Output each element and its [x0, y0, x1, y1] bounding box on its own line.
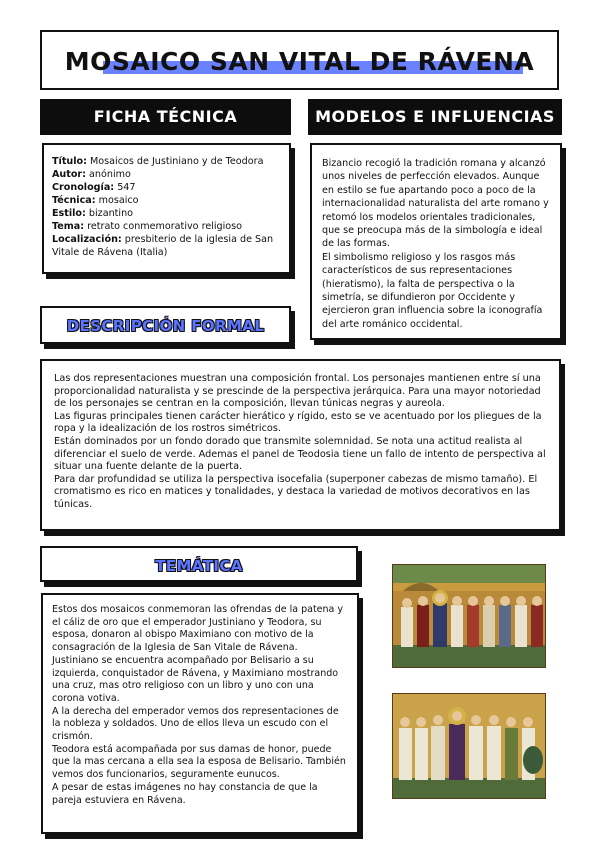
tematica-paragraph-2: Justiniano se encuentra acompañado por Belisario a su izquierda, conquistador de Rávena, y Maximiano mostrando una cruz, mas otro religioso con un libro y uno con una corona votiva. — [52, 654, 339, 704]
descripcion-formal-heading: DESCRIPCIÓN FORMAL — [66, 317, 265, 335]
ficha-row-tecnica: Técnica: mosaico — [52, 195, 139, 206]
tematica-paragraph-1: Estos dos mosaicos conmemoran las ofrendas de la patena y el cáliz de oro que el emperador Justiniano y Teodora, su esposa, donaron al obispo Maximiano con motivo de la consagración de la Iglesia de San Vitale de Rávena. — [52, 604, 343, 654]
ficha-row-localizacion: Localización: presbiterio de la iglesia de San Vitale de Rávena (Italia) — [52, 234, 274, 258]
descripcion-paragraph-4: Para dar profundidad se utiliza la perspectiva isocefalia (superponer cabezas de mismo tamaño). El cromatismo es rico en matices y tonalidades, y destaca la variedad de motivos decorativos en las túnicas. — [54, 473, 538, 510]
title-highlight-stripe — [103, 61, 523, 74]
descripcion-formal-card — [40, 359, 561, 531]
tematica-paragraph-5: A pesar de estas imágenes no hay constancia de que la pareja estuviera en Rávena. — [52, 781, 318, 806]
descripcion-paragraph-3: Están dominados por un fondo dorado que transmite solemnidad. Se nota una actitud realista al diferenciar el suelo de verde. Ademas el panel de Teodosia tiene un fallo de intento de perspectiva al situar una fuente delante de la puerta. — [54, 435, 546, 473]
descripcion-paragraph-1: Las dos representaciones muestran una composición frontal. Los personajes mantienen entre sí una proporcionalidad naturalista y se prescinde de la perspectiva jerárquica. Para una mayor notoriedad de los personajes se centran en la composición, llevan túnicas negras y aureola. — [54, 373, 541, 410]
tematica-paragraph-3: A la derecha del emperador vemos dos representaciones de la nobleza y soldados. Uno de ellos lleva un escudo con el crismón. — [52, 705, 339, 743]
modelos-influencias-heading: MODELOS E INFLUENCIAS — [308, 99, 562, 135]
modelos-paragraph-2: El simbolismo religioso y los rasgos más característicos de sus representaciones (hieratismo), la falta de perspectiva o la simetría, se difundieron por Occidente y ejercieron gran influencia sobre la iconografía del arte románico occidental. — [322, 251, 543, 330]
tematica-paragraph-4: Teodora está acompañada por sus damas de honor, puede que la mas cercana a ella sea la esposa de Belisario. También vemos dos funcionarios, seguramente eunucos. — [52, 743, 346, 781]
descripcion-paragraph-2: Las figuras principales tienen carácter hierático y rígido, esto se ve acentuado por los pliegues de la ropa y la idealización de los rostros simétricos. — [54, 410, 542, 435]
ficha-row-tema: Tema: retrato conmemorativo religioso — [52, 221, 243, 232]
ficha-tecnica-heading: FICHA TÉCNICA — [40, 99, 291, 135]
ficha-row-cronologia: Cronología: 547 — [52, 182, 136, 193]
justiniano-mosaic-image — [392, 693, 546, 799]
title-frame — [40, 30, 559, 90]
descripcion-formal-heading-frame — [40, 306, 291, 344]
ficha-tecnica-card — [42, 143, 291, 274]
tematica-heading: TEMÁTICA — [155, 557, 243, 575]
ficha-row-titulo: Título: Mosaicos de Justiniano y de Teodora — [52, 156, 264, 167]
ficha-row-estilo: Estilo: bizantino — [52, 208, 134, 219]
ficha-row-autor: Autor: anónimo — [52, 169, 131, 180]
page-title-overlay: MOSAICO SAN VITAL DE RÁVENA — [64, 47, 535, 76]
tematica-heading-frame — [40, 546, 358, 582]
modelos-influencias-card — [310, 143, 562, 340]
tematica-card — [41, 593, 359, 834]
modelos-paragraph-1: Bizancio recogió la tradición romana y alcanzó unos niveles de perfección elevados. Aunque en estilo se fue apartando poco a poco de la internacionalidad naturalista del arte romano y retomó los modelos orientales tradicionales, que se preocupa más de la simbología e ideal de las formas. — [322, 158, 549, 250]
teodora-mosaic-image — [392, 564, 546, 668]
